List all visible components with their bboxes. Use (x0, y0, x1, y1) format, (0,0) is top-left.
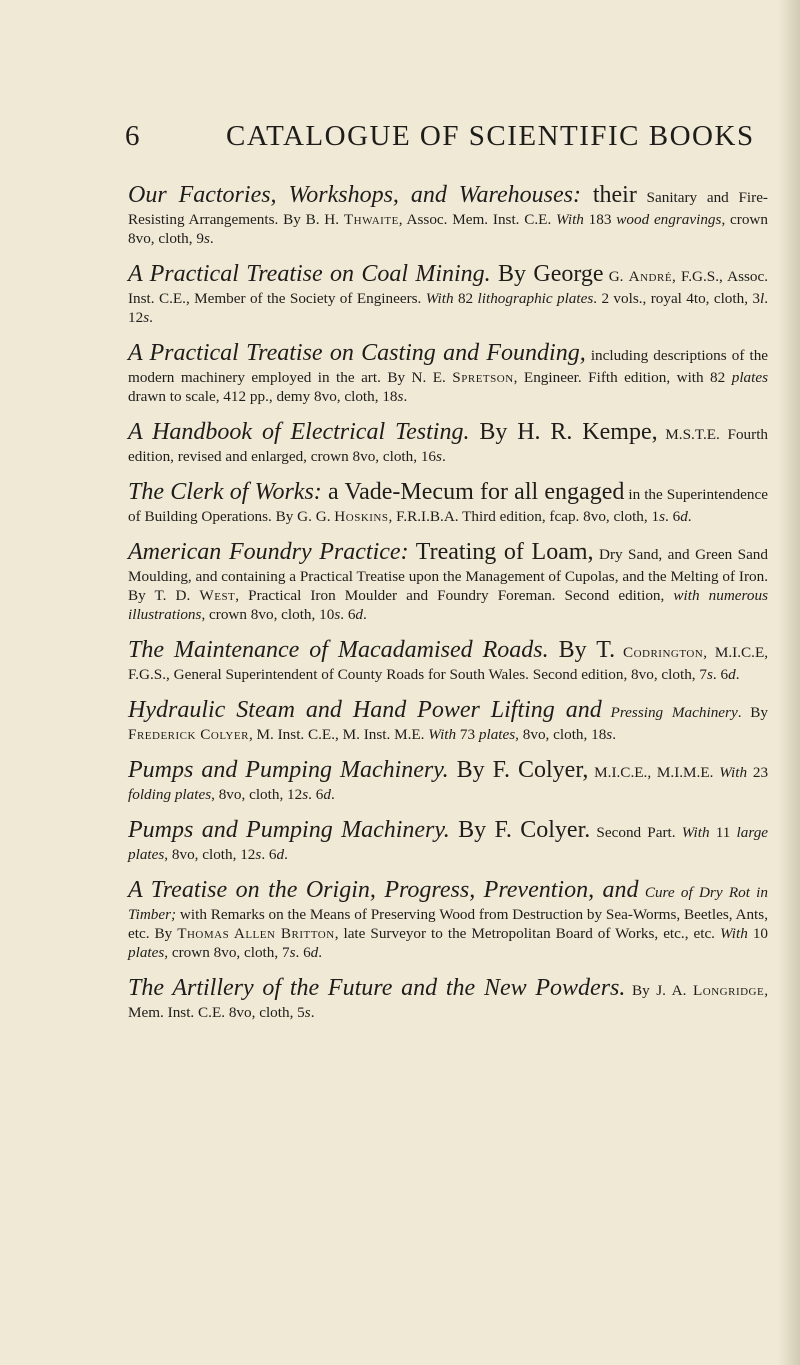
entry-heading (128, 637, 615, 663)
entry-text: with numerous illustrations (128, 587, 768, 623)
entry-text: With (425, 290, 454, 307)
entry-text: André (628, 268, 673, 285)
entry-text: . (209, 230, 214, 247)
catalogue-entry (128, 755, 768, 804)
entry-text: . (612, 726, 617, 743)
catalogue-entry (128, 338, 768, 406)
entry-text: . 6 (665, 508, 681, 525)
entry-text: . (330, 786, 335, 803)
entry-text: l (759, 290, 765, 307)
entry-text: With (556, 211, 584, 228)
book-title: A Handbook of Electrical Testing. (128, 419, 470, 445)
entry-text: Cure of Dry Rot in Timber; (128, 884, 768, 923)
entry-text: M.I.C.E., M.I.M.E. (594, 764, 720, 781)
entry-text: Second Part. (596, 824, 682, 841)
entry-text: d (728, 666, 736, 683)
entry-heading (128, 340, 586, 366)
entry-text: . 2 vols., royal 4to, cloth, 3 (593, 290, 760, 307)
entry-text: s (397, 388, 404, 405)
entry-text: wood engravings (616, 211, 722, 228)
entry-text: Thomas Allen Britton (177, 925, 335, 942)
entry-heading (128, 877, 639, 903)
entry-text: drawn to scale, 412 pp., demy 8vo, cloth, 18 (128, 388, 398, 405)
entry-text: . 6 (261, 846, 277, 863)
entry-text: , late Surveyor to the Metropolitan Board of Works, etc., etc. (334, 925, 720, 942)
entry-text: Spretson (452, 369, 514, 386)
entry-text: Hoskins (334, 508, 389, 525)
entry-text: Thwaite (343, 211, 399, 228)
entry-text: , crown 8vo, cloth, 9 (128, 211, 768, 247)
entry-heading (128, 479, 624, 505)
entry-text: d (355, 606, 364, 623)
entry-heading-rest: their (580, 182, 637, 208)
entry-text: with Remarks on the Means of Preserving Wood from Destruction by Sea-Worms, Beetles, Ants, etc. By (128, 906, 768, 942)
entry-text: 183 (583, 211, 617, 228)
entry-text: With (681, 824, 710, 841)
entry-text: s (203, 230, 210, 247)
entry-heading (128, 419, 658, 445)
entry-text: , crown 8vo, cloth, 7 (164, 944, 290, 961)
entry-text: , F.R.I.B.A. Third edition, fcap. 8vo, cloth, 1 (388, 508, 660, 525)
book-title: The Artillery of the Future and the New Powders. (128, 975, 626, 1001)
entry-text: West (199, 587, 236, 604)
page-number: 6 (125, 120, 141, 152)
entry-text: . 6 (712, 666, 729, 683)
entry-text: large plates (128, 824, 769, 863)
entry-text: , 8vo, cloth, 12 (164, 846, 256, 863)
entry-text: Dry Sand, and Green Sand Moulding, and containing a Practical Treatise upon the Management of Cupolas, and the Melting of Iron. By T. D. (128, 546, 768, 604)
entry-heading-rest: a Vade-Mecum for all engaged (321, 479, 625, 505)
entry-text: , F.G.S., Assoc. Inst. C.E., Member of the Society of Engineers. (128, 268, 769, 307)
entry-text: . 12 (128, 290, 769, 326)
entry-text: s (436, 448, 442, 465)
catalogue-entry (128, 537, 768, 624)
book-title: Our Factories, Workshops, and Warehouses: (128, 182, 581, 208)
catalogue-entries (128, 180, 768, 1033)
entry-heading-rest: By F. Colyer, (448, 757, 589, 783)
entry-text: d (323, 786, 331, 803)
entry-text: , 8vo, cloth, 18 (515, 726, 607, 743)
entry-text: s (302, 786, 309, 803)
entry-text: . 6 (295, 944, 311, 961)
entry-text: , Assoc. Mem. Inst. C.E. (398, 211, 557, 228)
entry-heading (128, 757, 588, 783)
entry-text: By J. A. (631, 982, 693, 999)
entry-text: including descriptions of the modern machinery employed in the art. By N. E. (128, 347, 769, 386)
book-title: Pumps and Pumping Machinery. (128, 817, 450, 843)
entry-text: folding plates (128, 786, 212, 803)
entry-text: . (735, 666, 740, 683)
entry-text: Frederick Colyer (128, 726, 249, 743)
book-title: Pumps and Pumping Machinery. (128, 757, 449, 783)
entry-text: d (276, 846, 285, 863)
catalogue-entry (128, 417, 768, 466)
entry-text: 10 (747, 925, 769, 942)
running-title: CATALOGUE OF SCIENTIFIC BOOKS (226, 120, 755, 152)
catalogue-entry (128, 635, 768, 684)
entry-text: 11 (709, 824, 737, 841)
book-title: The Maintenance of Macadamised Roads. (128, 637, 549, 663)
entry-text: s (334, 606, 341, 623)
entry-text: s (289, 944, 296, 961)
entry-text: . 6 (340, 606, 356, 623)
entry-text: . (363, 606, 367, 623)
catalogue-entry (128, 875, 768, 962)
page-edge-shadow (778, 0, 800, 1365)
entry-text: , M. Inst. C.E., M. Inst. M.E. (248, 726, 429, 743)
entry-text: s (706, 666, 713, 683)
entry-text: M.S.T.E. Fourth edition, revised and enlarged, crown 8vo, cloth, 16 (128, 426, 769, 465)
entry-text: lithographic plates (477, 290, 594, 307)
entry-text: G. (608, 268, 629, 285)
catalogue-entry (128, 477, 768, 526)
entry-text: . (284, 846, 288, 863)
page-header (0, 120, 800, 160)
entry-text: 82 (453, 290, 478, 307)
entry-text: . (441, 448, 446, 465)
entry-heading (128, 697, 602, 723)
entry-text: , Practical Iron Moulder and Foundry Foreman. Second edition, (235, 587, 674, 604)
entry-text: s (255, 846, 262, 863)
entry-heading-rest: By F. Colyer. (449, 817, 591, 843)
entry-text: Sanitary and Fire-Resisting Arrangements. By B. H. (128, 189, 768, 228)
entry-text: 73 (456, 726, 479, 743)
entry-text: Pressing Machinery (610, 704, 738, 721)
entry-heading-rest: By T. (548, 637, 616, 663)
catalogue-entry (128, 259, 768, 327)
book-title: A Practical Treatise on Coal Mining. (128, 261, 491, 287)
entry-text: , crown 8vo, cloth, 10 (201, 606, 335, 623)
entry-text: plates (128, 944, 165, 961)
entry-heading-rest: By H. R. Kempe, (469, 419, 658, 445)
catalogue-entry (128, 973, 768, 1022)
entry-heading (128, 182, 637, 208)
entry-text: , Mem. Inst. C.E. 8vo, cloth, 5 (128, 982, 769, 1021)
entry-text: s (659, 508, 666, 525)
entry-text: . (149, 309, 153, 326)
catalogue-entry (128, 815, 768, 864)
entry-text: , 8vo, cloth, 12 (211, 786, 303, 803)
book-title: The Clerk of Works: (128, 479, 322, 505)
entry-text: d (310, 944, 319, 961)
entry-text: , Engineer. Fifth edition, with 82 (513, 369, 732, 386)
entry-text: . (318, 944, 323, 961)
entry-text: s (606, 726, 613, 743)
entry-text: plates (731, 369, 768, 386)
entry-text: . 6 (308, 786, 324, 803)
entry-heading (128, 261, 604, 287)
entry-text: . (687, 508, 692, 525)
book-title: A Practical Treatise on Casting and Founding, (128, 340, 586, 366)
entry-text: With (428, 726, 457, 743)
entry-text: 23 (747, 764, 769, 781)
entry-text: . By (737, 704, 768, 721)
book-title: Hydraulic Steam and Hand Power Lifting and (128, 697, 602, 723)
entry-text: s (304, 1004, 311, 1021)
entry-text: , M.I.C.E, F.G.S., General Superintendent of County Roads for South Wales. Second edition, 8vo, cloth, 7 (128, 644, 769, 683)
entry-heading (128, 817, 590, 843)
entry-heading-rest: By George (490, 261, 604, 287)
entry-heading (128, 975, 625, 1001)
entry-text: plates (478, 726, 516, 743)
book-title: American Foundry Practice: (128, 539, 409, 565)
catalogue-entry (128, 695, 768, 744)
entry-text: Longridge (693, 982, 765, 999)
entry-heading-rest: Treating of Loam, (408, 539, 594, 565)
book-title: A Treatise on the Origin, Progress, Prevention, and (128, 877, 639, 903)
entry-text: . (403, 388, 408, 405)
entry-text: Codrington (622, 644, 704, 661)
entry-heading (128, 539, 594, 565)
entry-text: s (143, 309, 150, 326)
entry-text: With (719, 764, 748, 781)
entry-text: With (719, 925, 748, 942)
entry-text: in the Superintendence of Building Operations. By G. G. (128, 486, 768, 525)
entry-text: . (310, 1004, 315, 1021)
catalogue-entry (128, 180, 768, 248)
entry-text: d (680, 508, 688, 525)
